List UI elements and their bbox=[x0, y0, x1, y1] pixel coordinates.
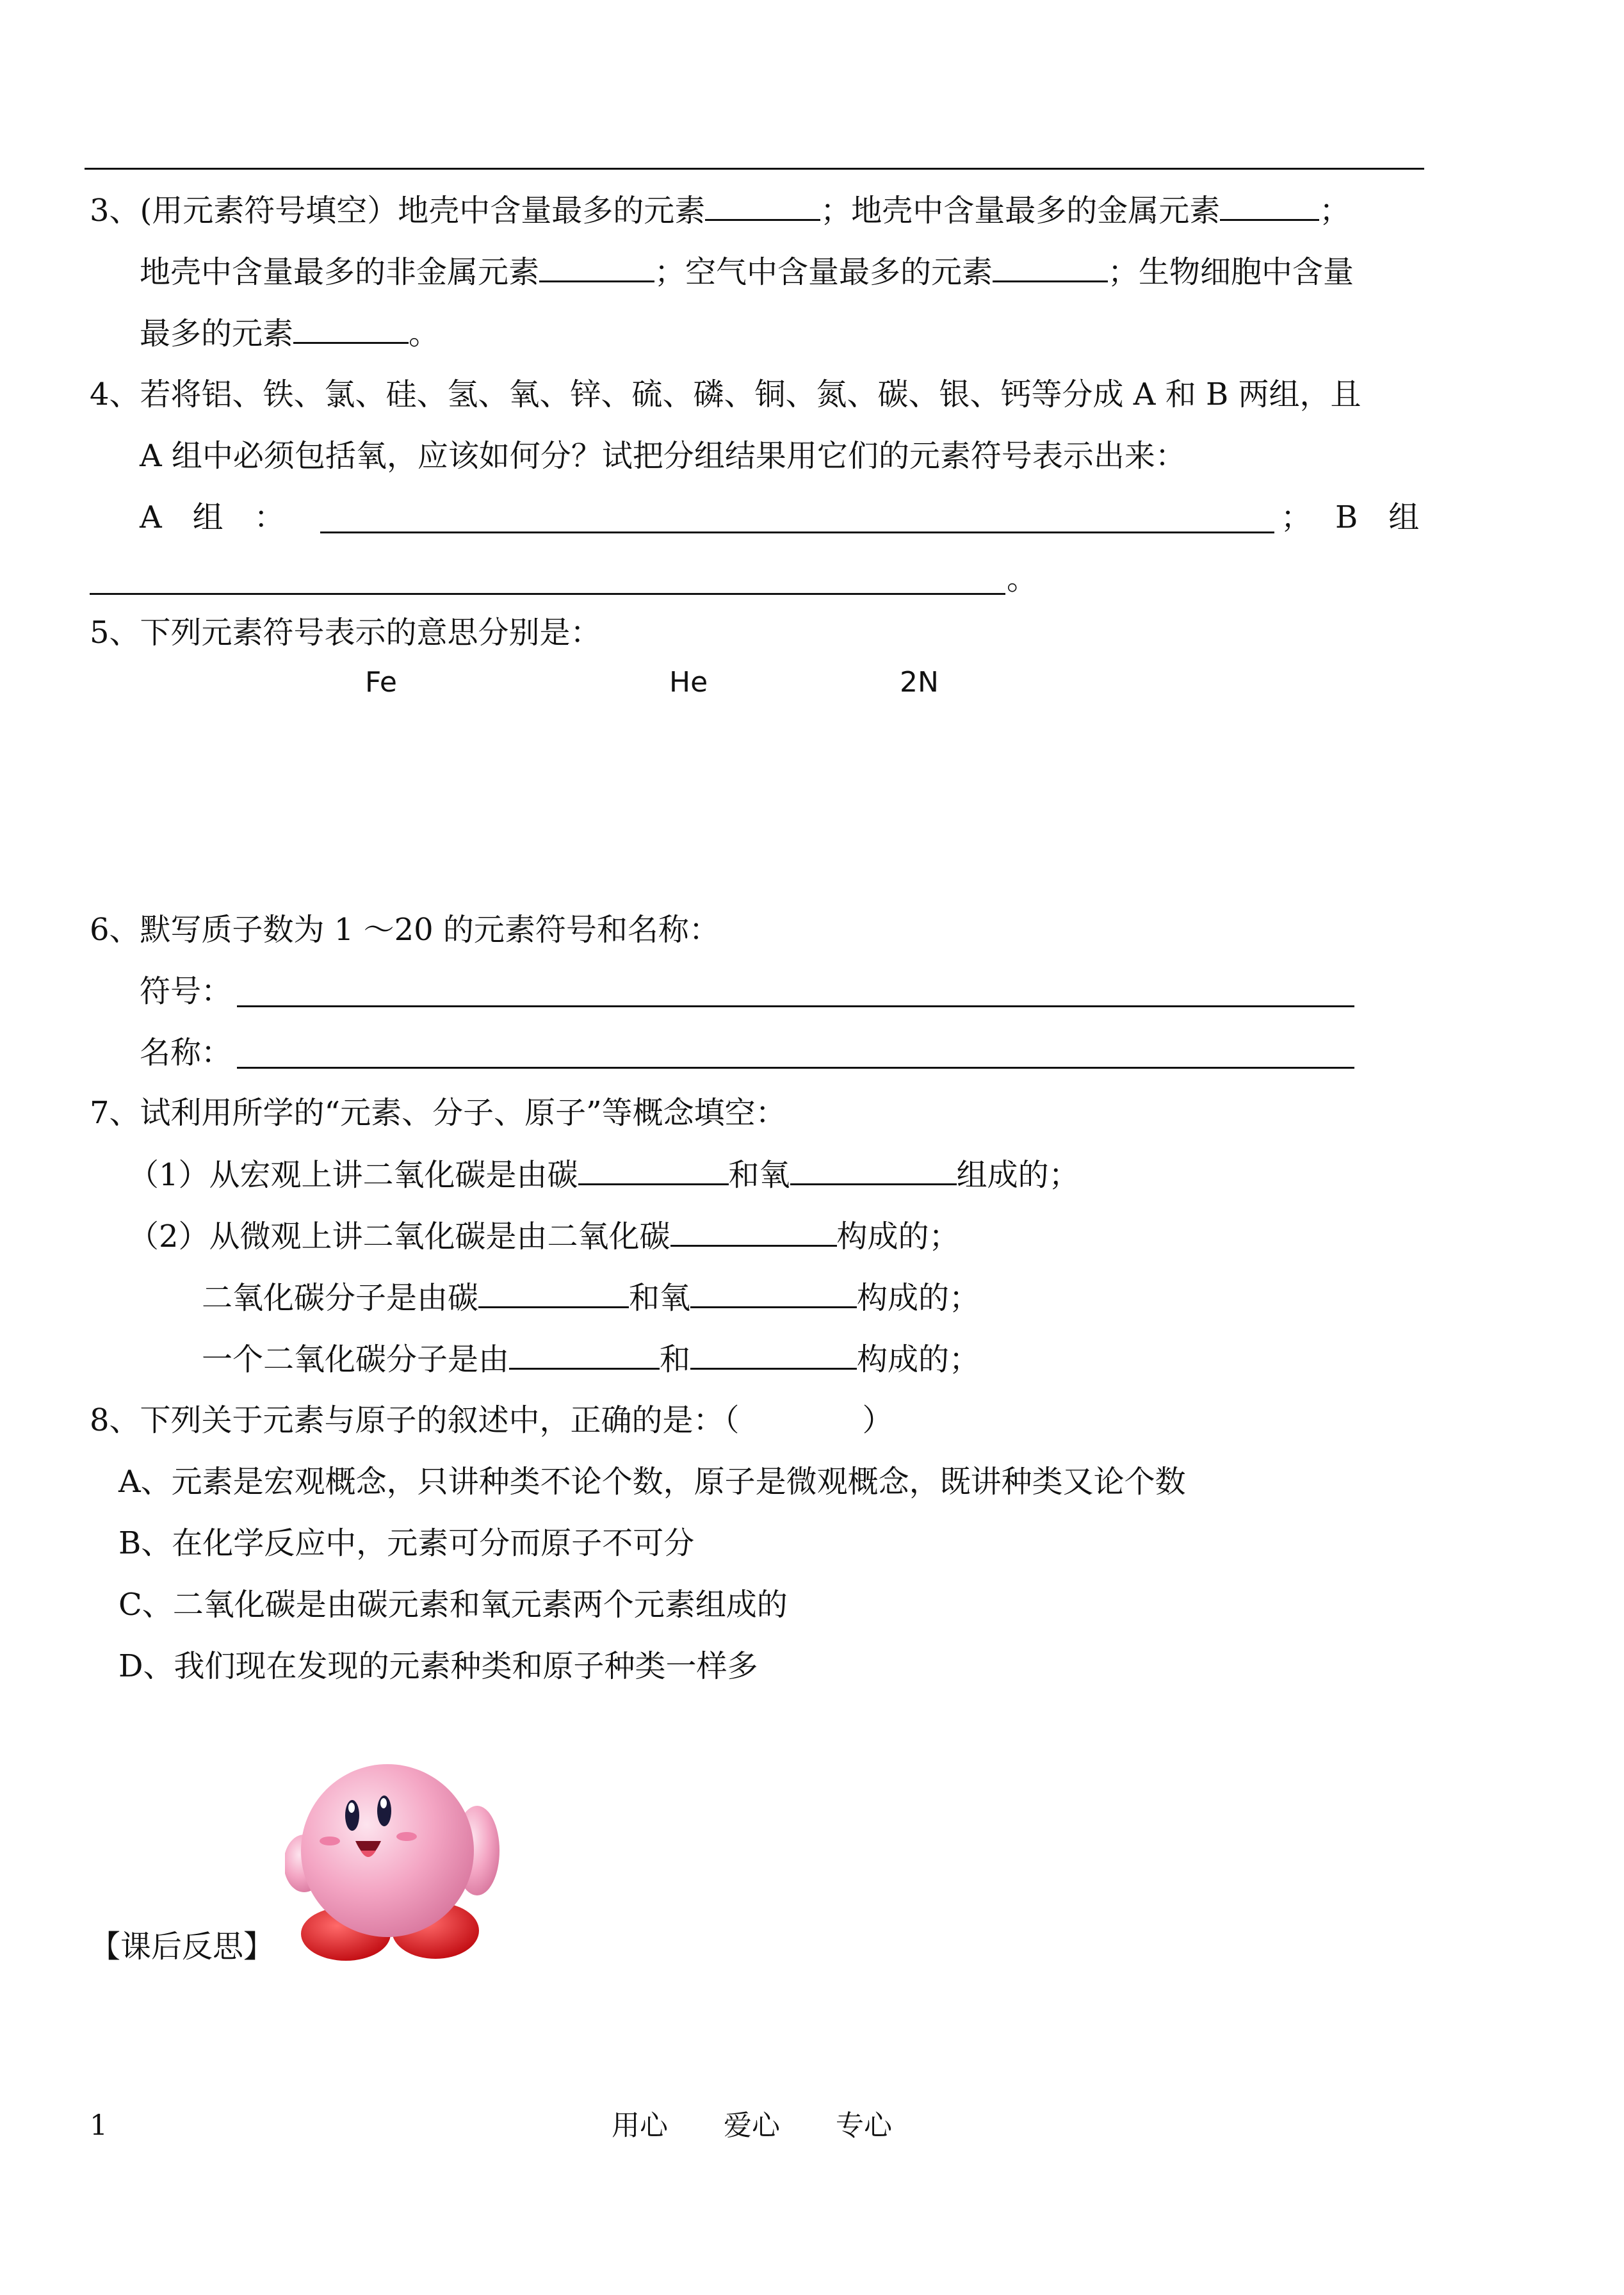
header-rule bbox=[85, 168, 1424, 170]
semicolon: ； bbox=[1281, 499, 1312, 535]
kirby-cheek-left bbox=[320, 1837, 340, 1845]
q7-text: 二氧化碳分子是由碳 bbox=[202, 1280, 479, 1316]
answer-blank[interactable] bbox=[993, 252, 1108, 282]
symbol-blank[interactable] bbox=[237, 1005, 1354, 1007]
answer-blank[interactable] bbox=[1220, 191, 1319, 221]
footer-slogan-2: 爱心 bbox=[724, 2109, 780, 2142]
name-label: 名称： bbox=[140, 1035, 232, 1071]
option-d[interactable]: D、我们现在发现的元素种类和原子种类一样多 bbox=[118, 1648, 758, 1684]
q3-text: 3、(用元素符号填空）地壳中含量最多的元素 bbox=[90, 193, 706, 229]
answer-blank[interactable] bbox=[690, 1278, 857, 1308]
question-3-line-1 bbox=[90, 191, 1350, 229]
answer-blank[interactable] bbox=[705, 191, 820, 221]
question-4-line-2: A 组中必须包括氧，应该如何分？试把分组结果用它们的元素符号表示出来： bbox=[140, 438, 1186, 474]
q3-text: ；地壳中含量最多的金属元素 bbox=[820, 193, 1221, 229]
question-3-line-2 bbox=[140, 252, 1354, 291]
q3-text: 。 bbox=[409, 316, 440, 352]
q3-text: ；生物细胞中含量 bbox=[1108, 254, 1354, 290]
q7-text: 一个二氧化碳分子是由 bbox=[202, 1342, 510, 1377]
period: 。 bbox=[1007, 561, 1038, 597]
q3-text: 最多的元素 bbox=[140, 316, 294, 352]
footer-slogan-1: 用心 bbox=[612, 2109, 668, 2142]
page-number: 1 bbox=[90, 2109, 108, 2142]
question-7-part-1 bbox=[128, 1155, 1080, 1194]
answer-blank[interactable] bbox=[293, 314, 409, 344]
answer-blank[interactable] bbox=[670, 1217, 837, 1247]
option-a[interactable]: A、元素是宏观概念，只讲种类不论个数，原子是微观概念，既讲种类又论个数 bbox=[118, 1464, 1186, 1500]
answer-blank[interactable] bbox=[539, 252, 654, 282]
question-7-part-3 bbox=[202, 1278, 980, 1317]
q7-text: 和 bbox=[660, 1342, 691, 1377]
kirby-body bbox=[301, 1764, 474, 1937]
q3-text: 地壳中含量最多的非金属元素 bbox=[140, 254, 540, 290]
question-4-line-1: 4、若将铝、铁、氯、硅、氢、氧、锌、硫、磷、铜、氮、碳、银、钙等分成 A 和 B 两组，且 bbox=[90, 377, 1361, 412]
option-b[interactable]: B、在化学反应中，元素可分而原子不可分 bbox=[118, 1525, 695, 1561]
q7-text: 构成的； bbox=[836, 1219, 960, 1254]
symbol-label: 符号： bbox=[140, 973, 232, 1009]
q7-text: 和氧 bbox=[728, 1157, 790, 1193]
kirby-cheek-right bbox=[396, 1832, 417, 1841]
q7-text: （1）从宏观上讲二氧化碳是由碳 bbox=[128, 1157, 578, 1193]
question-5-title: 5、下列元素符号表示的意思分别是： bbox=[90, 615, 601, 651]
question-7-title: 7、试利用所学的“元素、分子、原子”等概念填空： bbox=[90, 1095, 786, 1131]
q7-text: （2）从微观上讲二氧化碳是由二氧化碳 bbox=[128, 1219, 670, 1254]
answer-blank[interactable] bbox=[690, 1340, 857, 1370]
q3-text: ；空气中含量最多的元素 bbox=[654, 254, 993, 290]
group-b-label: B 组 bbox=[1335, 499, 1420, 535]
option-c[interactable]: C、二氧化碳是由碳元素和氧元素两个元素组成的 bbox=[118, 1587, 788, 1623]
group-b-blank[interactable] bbox=[90, 593, 1005, 595]
symbol-2n: 2N bbox=[900, 666, 939, 699]
group-a-blank[interactable] bbox=[320, 531, 1274, 533]
after-class-reflection-heading: 【课后反思】 bbox=[90, 1929, 275, 1965]
answer-blank[interactable] bbox=[478, 1278, 629, 1308]
symbol-fe: Fe bbox=[365, 666, 397, 699]
question-7-part-4 bbox=[202, 1340, 980, 1378]
group-a-label: A 组 ： bbox=[140, 499, 285, 535]
question-3-line-3 bbox=[140, 314, 439, 352]
symbol-he: He bbox=[669, 666, 708, 699]
question-8-title: 8、下列关于元素与原子的叙述中，正确的是：（ ） bbox=[90, 1402, 893, 1438]
q3-text: ； bbox=[1319, 193, 1351, 229]
answer-blank[interactable] bbox=[578, 1155, 729, 1185]
question-7-part-2 bbox=[128, 1217, 960, 1255]
q7-text: 构成的； bbox=[857, 1280, 980, 1316]
q7-text: 组成的； bbox=[956, 1157, 1080, 1193]
q7-text: 构成的； bbox=[857, 1342, 980, 1377]
footer-slogan-3: 专心 bbox=[836, 2109, 892, 2142]
name-blank[interactable] bbox=[237, 1067, 1354, 1069]
q7-text: 和氧 bbox=[629, 1280, 691, 1316]
answer-blank[interactable] bbox=[790, 1155, 957, 1185]
kirby-mascot-illustration bbox=[285, 1748, 503, 1966]
answer-blank[interactable] bbox=[509, 1340, 660, 1370]
question-6-title: 6、默写质子数为 1 ～20 的元素符号和名称： bbox=[90, 912, 720, 948]
